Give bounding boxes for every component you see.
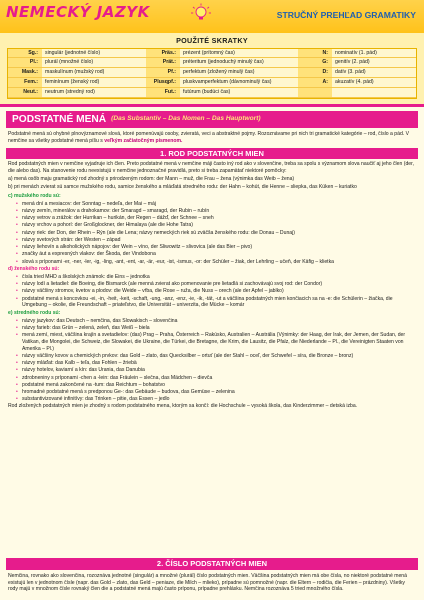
abbreviation-value: perfektum (zložený minulý čas): [180, 68, 298, 78]
masculine-list-item: • názvy liehovín a alkoholických nápojov: der Wein – víno, der Sliwowitz – slivovica (ale das Bier – pivo): [16, 244, 416, 251]
neuter-list-item: • mená zemí, miest, väčšina krajín a svetadielov: (das) Prag – Praha, Österreich – Rakúsko, Australien – Austrália (Výnimky: der Haag, der Irak, der Jemen, der Sudan, der Vatikan, die Mongolei, die Schweiz, die Slowakei, die Ukraine, die Türkei, die Bretagne, die Krim, die Lausitz, die Pfalz, die Niederlande – Pl., die Vereinigten Staaten von Amerika – Pl.): [16, 332, 416, 352]
section2-text: Nemčina, rovnako ako slovenčina, rozoznáva jednotné (singulár) a množné (plurál) číslo podstatných mien. Väčšina podstatných mien má obe čísla, no niektoré podstatné mená existujú len v jednotnom čísle (napr. das Gold – zlato, das Geld – peniaze, die Milch – mlieko), prípadne sú pomnožné (napr. die Eltern – rodičia, die Ferien – prázdniny). Všetky rody majú v množnom čísle rovnaký člen die a podstatné mená majú často príponu, prípadne prehlásku. Nemčina rozoznáva 5 tried množného čísla.: [8, 573, 407, 593]
masculine-list-item: • názvy riek: der Don, der Rhein – Rýn (ale die Lena; názvy nemeckých riek sú zväčša ženského rodu: die Donau – Dunaj): [16, 230, 416, 237]
page-subtitle: STRUČNÝ PREHĽAD GRAMATIKY: [276, 10, 416, 20]
section-title: PODSTATNÉ MENÁ: [12, 113, 107, 125]
neuter-list-item: • podstatné mená zakončené na -tum: das Reichtum – bohatstvo: [16, 382, 416, 389]
masculine-list-item: • slová s príponami -er, -ner, -ler, -ig, -ling, -ant, -ent, -ar, -är, -eur, -ist, -ismus, -or: der Schüler – žiak, der Lehrling – učeň, der Käfig – klietka: [16, 259, 416, 266]
abbreviation-value: pluskvamperfektum (dávnominulý čas): [180, 78, 298, 88]
masculine-list-item: • názvy zemín, minerálov a drahokamov: der Smaragd – smaragd, der Rubin – rubín: [16, 208, 416, 215]
feminine-list: [8, 274, 416, 309]
masculine-list-item: • názvy svetových strán: der Westen – západ: [16, 237, 416, 244]
abbreviations-title: POUŽITÉ SKRATKY: [176, 36, 248, 45]
abbreviation-key: Präs.:: [146, 49, 180, 59]
abbreviation-key: G:: [298, 58, 332, 68]
neuter-list-item: • hromadné podstatné mená s predponou Ge-: das Gebäude – budova, das Gemüse – zelenina: [16, 389, 416, 396]
intro-bold: veľkým začiatočným písmenom.: [104, 137, 183, 144]
masculine-list-item: • značky áut a expresných vlakov: der Škoda, der Vindobona: [16, 251, 416, 258]
section1-intro: Rod podstatných mien v nemčine vyjadruje ich člen. Preto podstatné mená v nemčine máji často iný rod ako v slovenčine, treba sa spolu s významom slova naučiť aj jeho člen (der, die alebo das). Na stanovenie rodu neexistujú v nemčine jednoznačné pravidlá, preto si treba zapamätať niektoré pomôcky:: [8, 161, 414, 174]
rule-d-heading: d) ženského rodu sú:: [8, 265, 60, 272]
abbreviation-value: nominatív (1. pád): [332, 49, 416, 59]
intro-paragraph: [0, 128, 424, 146]
rule-b: b) pri menách zvierat sú samce mužského rodu, samice ženského a mláďatá stredného rodu: der Hahn – kohút, die Henne – sliepka, das Küken – kuriatko: [8, 184, 357, 191]
neuter-list-item: • názvy väčšiny kovov a chemických prvkov: das Gold – zlato, das Quecksilber – ortuť (ale der Stahl – oceľ, der Schwefel – síra, die Bronze – bronz): [16, 353, 416, 360]
abbreviation-value: neutrum (stredný rod): [42, 88, 146, 98]
feminine-list-item: • čísla tried MHD a školských známok: die Eins – jednotka: [16, 274, 416, 281]
neuter-list-item: • názvy jazykov: das Deutsch – nemčina, das Slowakisch – slovenčina: [16, 318, 416, 325]
abbreviation-key: Sg.:: [8, 49, 42, 59]
abbreviation-value: [332, 88, 416, 98]
masculine-list: [8, 201, 416, 265]
section1-heading: 1. ROD PODSTATNÝCH MIEN: [6, 148, 418, 159]
abbreviation-value: singulár (jednotné číslo): [42, 49, 146, 59]
rule-e-heading: e) stredného rodu sú:: [8, 309, 61, 316]
abbreviation-key: A:: [298, 78, 332, 88]
rule-c-heading: c) mužského rodu sú:: [8, 192, 61, 199]
abbreviation-value: akuzatív (4. pád): [332, 78, 416, 88]
neuter-list-item: • názvy hotelov, kaviarní a kín: das Urania, das Danubia: [16, 367, 416, 374]
abbreviation-key: Plusqpf.:: [146, 78, 180, 88]
neuter-list-item: • názvy farieb: das Grün – zelená, zeleň, das Weiß – biela: [16, 325, 416, 332]
neuter-list: [8, 318, 416, 403]
abbreviation-key: N:: [298, 49, 332, 59]
abbreviations-table: [7, 48, 417, 99]
masculine-list-item: • mená dní a mesiacov: der Sonntag – nedeľa, der Mai – máj: [16, 201, 416, 208]
lightbulb-icon: [186, 3, 216, 23]
intro-text: Podstatné mená sú ohybné plnovýznamové slová, ktoré pomenúvajú osoby, zvieratá, veci a abstraktné pojmy. Rozoznávame pri nich tri gramatické kategórie – rod, číslo a pád. V nemčine sa všetky podstatné mená píšu s: [8, 130, 410, 144]
abbreviation-key: Neut.:: [8, 88, 42, 98]
feminine-list-item: • názvy väčšiny stromov, kvetov a plodov: die Weide – vŕba, die Rose – ruža, die Nuss – orech (ale der Apfel – jablko): [16, 288, 416, 295]
section2-heading: 2. ČÍSLO PODSTATNÝCH MIEN: [6, 558, 418, 570]
section1-body: [0, 159, 424, 410]
compound-nouns-note: Rod zložených podstatných mien je zhodný s rodom podstatného mena, ktorým sa končí: die Hochschule – vysoká škola, das Kinderzimmer – detská izba.: [8, 403, 358, 410]
feminine-list-item: • názvy lodí a lietadiel: die Boeing, die Bismarck (ale menná zvierat ako pomenovanie pre lietadlá si zachovávajú svoj rod: der Condor): [16, 281, 416, 288]
masculine-list-item: • názvy vetrov a zrážok: der Hurrikan – hurikán, der Regen – dážď, der Schnee – sneh: [16, 215, 416, 222]
abbreviation-value: futúrum (budúci čas): [180, 88, 298, 98]
abbreviation-value: plurál (množné číslo): [42, 58, 146, 68]
abbreviation-value: maskulínum (mužský rod): [42, 68, 146, 78]
section-subtitle: (Das Substantiv – Das Nomen – Das Hauptwort): [111, 114, 261, 122]
masculine-list-item: • názvy vrchov a pohorí: der Großglockner, der Himalaya (ale die Hohe Tatra): [16, 222, 416, 229]
abbreviation-key: [298, 88, 332, 98]
abbreviation-key: Pl.:: [8, 58, 42, 68]
abbreviation-value: genitív (2. pád): [332, 58, 416, 68]
abbreviation-key: Fem.:: [8, 78, 42, 88]
abbreviation-key: D:: [298, 68, 332, 78]
abbreviation-value: prézent (prítomný čas): [180, 49, 298, 59]
rule-a: a) mená osôb maju gramatický rod zhodný s prirodzeným rodom: der Mann – muž, die Frau – žena (výnimka das Weib – žena): [8, 176, 295, 183]
abbreviation-value: datív (3. pád): [332, 68, 416, 78]
abbreviation-key: Fut.:: [146, 88, 180, 98]
feminine-list-item: • podstatné mená s koncovkou -ei, -in, -heit, -keit, -schaft, -ung, -anz, -enz, -ie, -ik, -tät, -ut a väčšina podstatných mien končiacich sa na -e: die Schülerin – žiačka, die Umgebung – okolie, die Freundschaft – priateľstvo, die Universität – univerzita, die Mücke – komár: [16, 296, 416, 309]
section-title-bar: [6, 111, 418, 128]
header-band: [0, 0, 424, 33]
abbreviation-key: Pf.:: [146, 68, 180, 78]
abbreviation-key: Prät.:: [146, 58, 180, 68]
abbreviation-value: feminínum (ženský rod): [42, 78, 146, 88]
abbreviation-key: Mask.:: [8, 68, 42, 78]
neuter-list-item: • názvy mláďat: das Kalb – teľa, das Fohlen – žriebä: [16, 360, 416, 367]
abbreviation-value: préteritum (jednoduchý minulý čas): [180, 58, 298, 68]
abbreviations-box: [0, 33, 424, 107]
brand-title: NEMECKÝ JAZYK: [6, 3, 150, 21]
neuter-list-item: • substantivizované infinitívy: das Trinken – pitie, das Essen – jedlo: [16, 396, 416, 403]
neuter-list-item: • zdrobneniny s príponami -chen a -lein: das Fräulein – slečna, das Mädchen – dievča: [16, 375, 416, 382]
